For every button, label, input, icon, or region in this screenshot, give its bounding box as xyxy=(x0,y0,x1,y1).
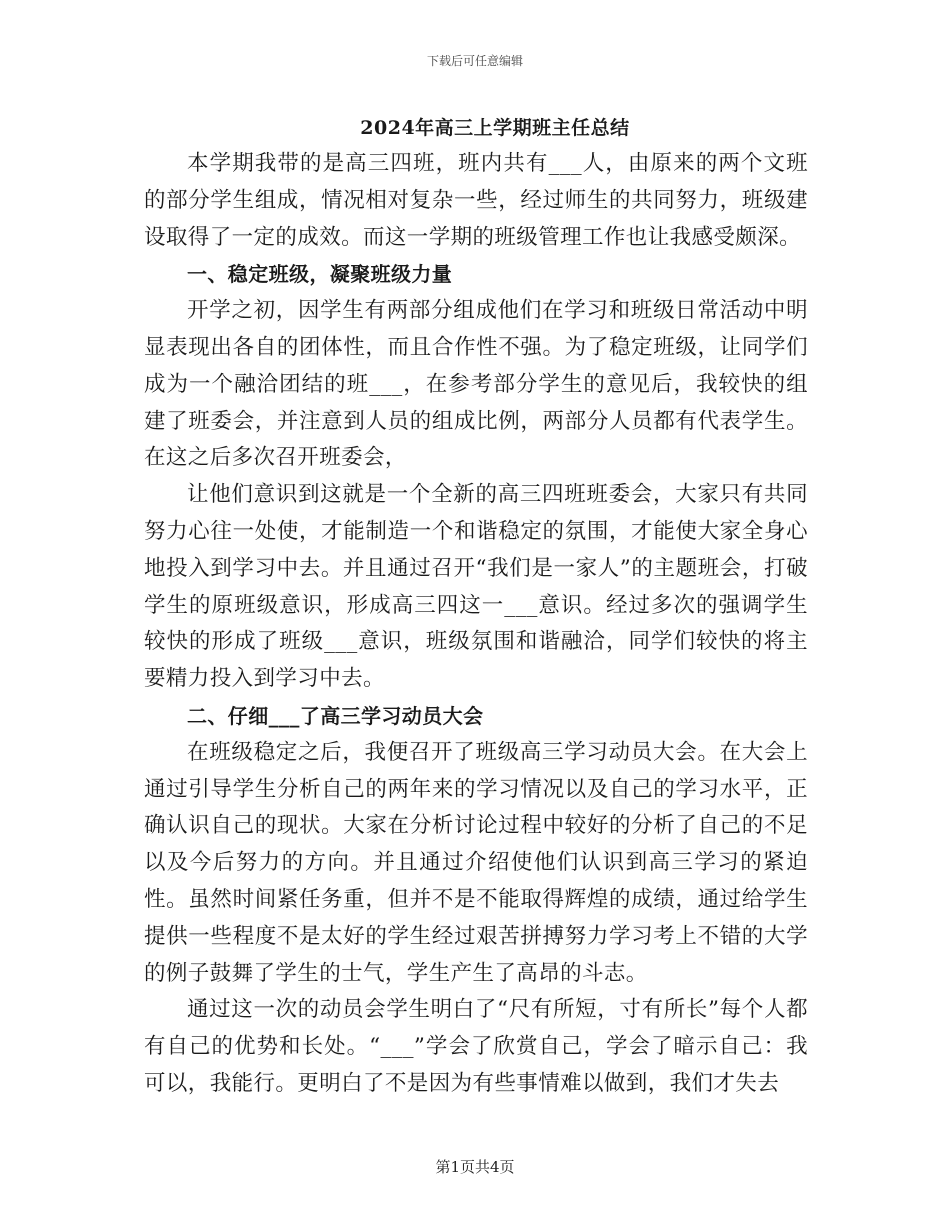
section-heading-1: 一、稳定班级，凝聚班级力量 xyxy=(187,262,453,287)
paragraph-section2-a: 在班级稳定之后，我便召开了班级高三学习动员大会。在大会上通过引导学生分析自己的两年来的学习情况以及自己的学习水平，正确认识自己的现状。大家在分析讨论过程中较好的分析了自己的不足以及今后努力的方向。并且通过介绍使他们认识到高三学习的紧迫性。虽然时间紧任务重，但并不是不能取得辉煌的成绩，通过给学生提供一些程度不是太好的学生经过艰苦拼搏努力学习考上不错的大学的例子鼓舞了学生的士气，学生产生了高昂的斗志。 xyxy=(144,739,808,986)
paragraph-intro: 本学期我带的是高三四班，班内共有___人，由原来的两个文班的部分学生组成，情况相对复杂一些，经过师生的共同努力，班级建设取得了一定的成效。而这一学期的班级管理工作也让我感受颇深。 xyxy=(144,151,808,250)
paragraph-section1-a: 开学之初，因学生有两部分组成他们在学习和班级日常活动中明显表现出各自的团体性，而且合作性不强。为了稳定班级，让同学们成为一个融洽团结的班___，在参考部分学生的意见后，我较快的组建了班委会，并注意到人员的组成比例，两部分人员都有代表学生。在这之后多次召开班委会， xyxy=(144,298,808,471)
paragraph-section1-b: 让他们意识到这就是一个全新的高三四班班委会，大家只有共同努力心往一处使，才能制造一个和谐稳定的氛围，才能使大家全身心地投入到学习中去。并且通过召开“我们是一家人”的主题班会，打破学生的原班级意识，形成高三四这一___意识。经过多次的强调学生较快的形成了班级___意识，班级氛围和谐融洽，同学们较快的将主要精力投入到学习中去。 xyxy=(144,482,808,692)
document-body xyxy=(144,146,808,1103)
paragraph-section2-b: 通过这一次的动员会学生明白了“尺有所短，寸有所长”每个人都有自己的优势和长处。“___”学会了欣赏自己，学会了暗示自己：我可以，我能行。更明白了不是因为有些事情难以做到，我们才失去 xyxy=(144,997,808,1096)
page-number: 第1页共4页 xyxy=(435,1158,515,1176)
header-note: 下载后可任意编辑 xyxy=(426,54,523,68)
section-heading-2: 二、仔细___了高三学习动员大会 xyxy=(187,703,484,728)
document-title: 2024年高三上学期班主任总结 xyxy=(360,117,630,139)
